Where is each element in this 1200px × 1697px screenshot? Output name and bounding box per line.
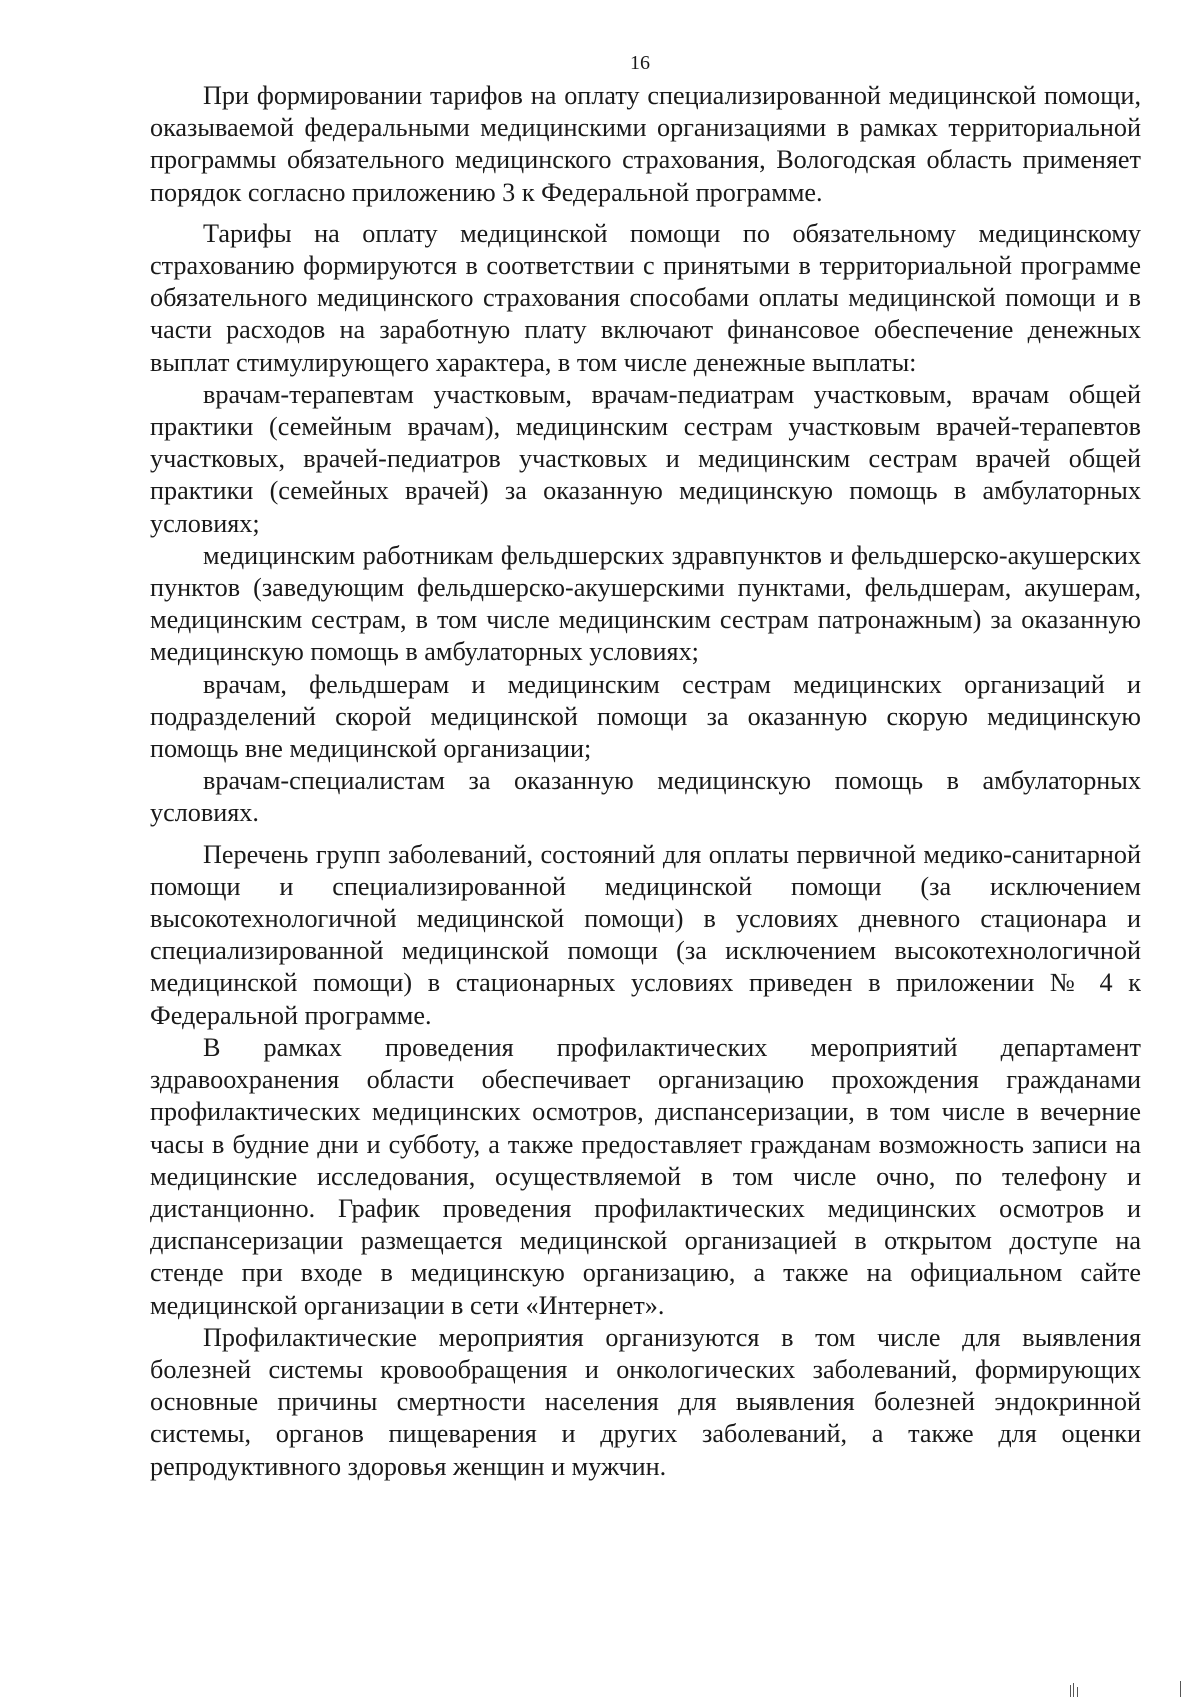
paragraph-preventive-goals: Профилактические мероприятия организуются в том числе для выявления болезней системы кровообращения и онкологических заболеваний, формирующих основные причины смертности населения для выявления болезней эндокринной системы, органов пищеварения и других заболеваний, а также для оценки репродуктивного здоровья женщин и мужчин. [150,1322,1141,1481]
paragraph-tariff-oms: Тарифы на оплату медицинской помощи по обязательному медицинскому страхованию формируются в соответствии с принятыми в территориальной программе обязательного медицинского страхования способами оплаты медицинской помощи и в части расходов на заработную плату включают финансовое обеспечение денежных выплат стимулирующего характера, в том числе денежные выплаты: [150,218,1141,377]
list-item-emergency-care: врачам, фельдшерам и медицинским сестрам медицинских организаций и подразделений скорой медицинской помощи за оказанную скорую медицинскую помощь вне медицинской организации; [150,669,1141,764]
list-item-feldsher-points: медицинским работникам фельдшерских здравпунктов и фельдшерско-акушерских пунктов (заведующим фельдшерско-акушерскими пунктами, фельдшерам, акушерам, медицинским сестрам, в том числе медицинским сестрам патронажным) за оказанную медицинскую помощь в амбулаторных условиях; [150,540,1141,667]
document-body [150,80,1141,1483]
paragraph-preventive-measures: В рамках проведения профилактических мероприятий департамент здравоохранения области обеспечивает организацию прохождения гражданами профилактических медицинских осмотров, диспансеризации, в том числе в вечерние часы в будние дни и субботу, а также предоставляет гражданам возможность записи на медицинские исследования, осуществляемой в том числе очно, по телефону и дистанционно. График проведения профилактических медицинских осмотров и диспансеризации размещается медицинской организацией в открытом доступе на стенде при входе в медицинскую организацию, а также на официальном сайте медицинской организации в сети «Интернет». [150,1032,1141,1320]
page-number: 16 [630,52,650,74]
scan-artifact-marks [1070,1675,1190,1697]
list-item-specialists: врачам-специалистам за оказанную медицинскую помощь в амбулаторных условиях. [150,766,1141,828]
list-item-district-doctors: врачам-терапевтам участковым, врачам-педиатрам участковым, врачам общей практики (семейным врачам), медицинским сестрам участковым врачей-терапевтов участковых, врачей-педиатров участковых и медицинским сестрам врачей общей практики (семейных врачей) за оказанную медицинскую помощь в амбулаторных условиях; [150,379,1141,538]
paragraph-tariff-federal: При формировании тарифов на оплату специализированной медицинской помощи, оказываемой федеральными медицинскими организациями в рамках территориальной программы обязательного медицинского страхования, Вологодская область применяет порядок согласно приложению 3 к Федеральной программе. [150,81,1141,207]
paragraph-disease-groups: Перечень групп заболеваний, состояний для оплаты первичной медико-санитарной помощи и специализированной медицинской помощи (за исключением высокотехнологичной медицинской помощи) в условиях дневного стационара и специализированной медицинской помощи (за исключением высокотехнологичной медицинской помощи) в стационарных условиях приведен в приложении № 4 к Федеральной программе. [150,839,1141,1030]
